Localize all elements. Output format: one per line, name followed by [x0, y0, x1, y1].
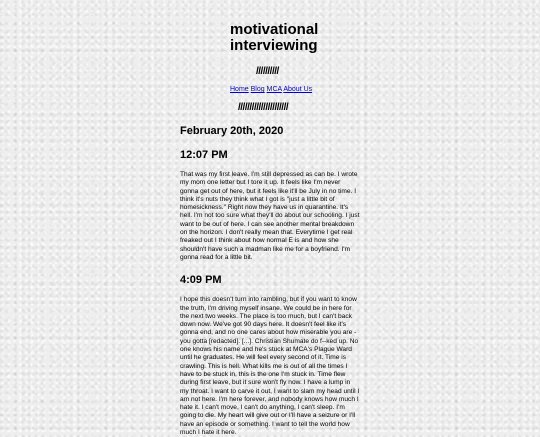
nav-blog-link[interactable]: Blog: [250, 86, 265, 93]
entry-text: That was my first leave. I'm still depressed as can be. I wrote my mom one letter but I tore it up. It feels like I'm never gonna get out of here, but it feels like it'll be July in no time. I think it's nuts they think what I got is "just a little bit of homesickness." Right now they have us in quarantine. It's hell. I'm not too sure what they'll do about our schooling. I just want to be out of here. I can see another mental breakdown on the horizon. I don't really mean that. Everytime I get real freaked out I think about how normal E is and how she shouldn't have such a madman like me for a boyfriend. I'm gonna read for a little bit.: [180, 171, 360, 261]
site-title-line2: interviewing: [230, 37, 318, 54]
entry-time: 12:07 PM: [180, 149, 228, 161]
nav-home-link[interactable]: Home: [230, 86, 249, 93]
nav-about-link[interactable]: About Us: [283, 86, 313, 93]
entry-text: I hope this doesn't turn into rambling, but if you want to know the truth, I'm driving myself insane. We could be in here for the next two weeks. The place is too much, but I can't back down now. We've got 90 days here. It doesn't feel like it's gonna end, and no one cares about how miserable you are - you gotta [redacted]. [...]. Christian Shumate do f--ked up. No one knows his name and he's stuck at MCA's Plague Ward until he graduates. He will feel every second of it. Time is crawling. This is hell. What kills me is out of all the times I have to be stuck in, this is the one I'm stuck in. Time flew during first leave, but it sure won't fly now. I have a lump in my throat. I want to carve it out, I want to slam my head until I am not here. I'm here forever, and nobody knows how much I hate it. I can't move, I can't do anything, I can't sleep. I'm going to die. My heart will give out or I'll have a seizure or I'll have an episode or something. I want to tell the world how much I hate it here.: [180, 296, 360, 437]
post-date: February 20th, 2020: [180, 125, 284, 137]
site-title: [230, 22, 360, 54]
site-title-line1: motivational: [230, 21, 319, 38]
divider-top: //////////: [256, 66, 279, 77]
nav-mca-link[interactable]: MCA: [266, 86, 282, 93]
nav-links: [230, 86, 360, 93]
entry-time: 4:09 PM: [180, 274, 222, 287]
main-column: [180, 0, 360, 437]
divider-bottom: //////////////////////: [238, 102, 289, 113]
